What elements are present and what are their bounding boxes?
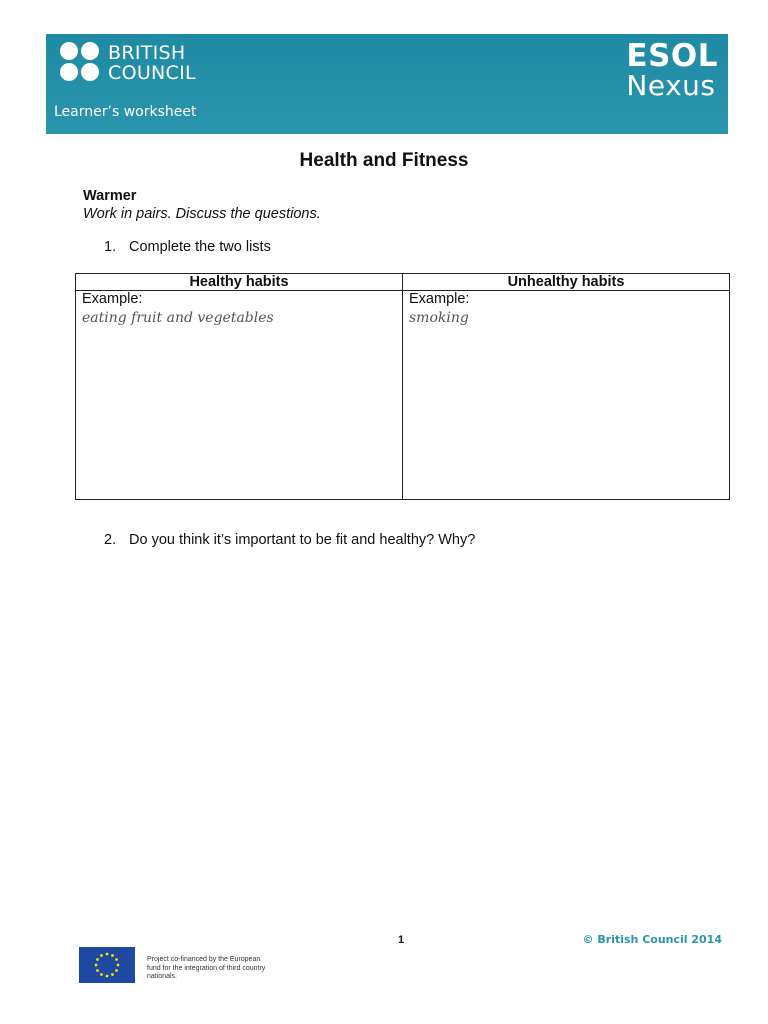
eu-star bbox=[95, 964, 98, 967]
question-text: Complete the two lists bbox=[129, 239, 271, 255]
healthy-example: eating fruit and vegetables bbox=[82, 310, 274, 326]
worksheet-label: Learner’s worksheet bbox=[54, 104, 197, 120]
org-name: BRITISH COUNCIL bbox=[108, 42, 196, 84]
eu-flag-icon bbox=[79, 947, 135, 983]
example-label: Example: bbox=[82, 291, 143, 307]
warmer-instruction: Work in pairs. Discuss the questions. bbox=[83, 206, 321, 222]
page-title: Health and Fitness bbox=[299, 150, 469, 171]
british-council-dots-icon bbox=[60, 42, 102, 84]
eu-star bbox=[115, 969, 118, 972]
example-label: Example: bbox=[409, 291, 470, 307]
header-banner bbox=[46, 34, 728, 134]
eu-star bbox=[111, 954, 114, 957]
eu-star bbox=[117, 964, 120, 967]
copyright: © British Council 2014 bbox=[582, 933, 722, 946]
healthy-habits-header: Healthy habits bbox=[76, 274, 403, 291]
unhealthy-habits-cell[interactable] bbox=[403, 291, 730, 500]
question-text: Do you think it’s important to be fit and healthy? Why? bbox=[129, 532, 476, 548]
habits-table bbox=[75, 273, 730, 500]
question-number: 2. bbox=[104, 532, 117, 548]
question-1 bbox=[104, 239, 271, 255]
question-2 bbox=[104, 532, 475, 548]
eu-star bbox=[106, 975, 109, 978]
unhealthy-example: smoking bbox=[409, 310, 469, 326]
eu-star bbox=[96, 958, 99, 961]
question-number: 1. bbox=[104, 239, 117, 255]
esol-logo-line2: Nexus bbox=[626, 69, 716, 102]
eu-star bbox=[96, 969, 99, 972]
british-council-logo bbox=[60, 42, 220, 84]
esol-logo-line1: ESOL bbox=[626, 38, 718, 74]
eu-star bbox=[111, 973, 114, 976]
eu-funding-text: Project co-financed by the European fund for the integration of third country nationals. bbox=[147, 956, 266, 980]
eu-star bbox=[115, 958, 118, 961]
eu-star bbox=[100, 954, 103, 957]
esol-nexus-logo bbox=[626, 40, 718, 100]
eu-star bbox=[106, 953, 109, 956]
page-number: 1 bbox=[398, 934, 405, 946]
eu-star bbox=[100, 973, 103, 976]
healthy-habits-cell[interactable] bbox=[76, 291, 403, 500]
warmer-heading: Warmer bbox=[83, 188, 137, 204]
unhealthy-habits-header: Unhealthy habits bbox=[403, 274, 730, 291]
